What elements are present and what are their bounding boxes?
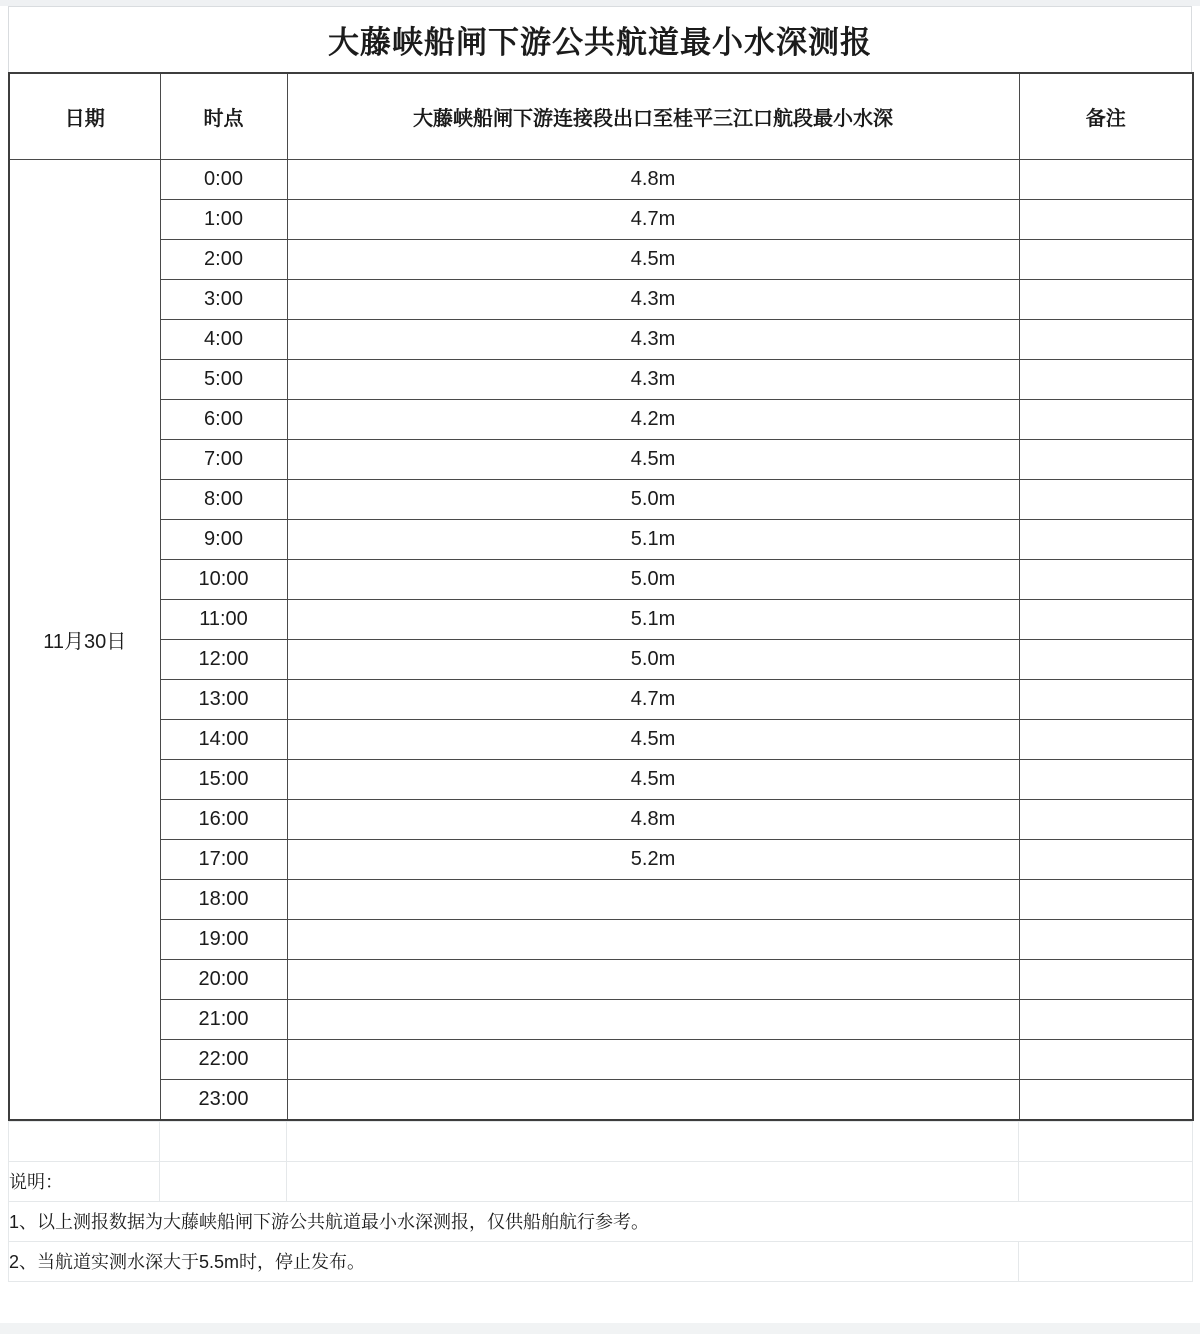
remark-cell (1019, 840, 1193, 880)
remark-cell (1019, 480, 1193, 520)
time-cell: 5:00 (160, 360, 287, 400)
depth-cell (287, 880, 1019, 920)
table-row (9, 760, 1193, 800)
depth-table-body (9, 160, 1193, 1120)
remark-cell (1019, 880, 1193, 920)
note-row (9, 1201, 1193, 1241)
remark-cell (1019, 720, 1193, 760)
time-cell: 6:00 (160, 400, 287, 440)
remark-cell (1019, 1000, 1193, 1040)
depth-cell: 4.8m (287, 160, 1019, 200)
remark-cell (1019, 680, 1193, 720)
note-2: 2、当航道实测水深大于5.5m时，停止发布。 (9, 1241, 1019, 1281)
remark-cell (1019, 400, 1193, 440)
depth-cell (287, 960, 1019, 1000)
table-row (9, 720, 1193, 760)
time-cell: 11:00 (160, 600, 287, 640)
remark-cell (1019, 640, 1193, 680)
remark-cell (1019, 320, 1193, 360)
table-row (9, 640, 1193, 680)
depth-cell (287, 920, 1019, 960)
time-cell: 10:00 (160, 560, 287, 600)
empty-cell (1019, 1241, 1193, 1281)
bottom-gray-band (0, 1323, 1200, 1334)
table-row (9, 1080, 1193, 1120)
header-time: 时点 (160, 73, 287, 160)
time-cell: 12:00 (160, 640, 287, 680)
time-cell: 23:00 (160, 1080, 287, 1120)
depth-cell: 5.0m (287, 480, 1019, 520)
depth-cell (287, 1040, 1019, 1080)
table-row (9, 240, 1193, 280)
time-cell: 13:00 (160, 680, 287, 720)
sheet (8, 6, 1192, 1282)
time-cell: 7:00 (160, 440, 287, 480)
empty-cell (160, 1161, 287, 1201)
remark-cell (1019, 600, 1193, 640)
time-cell: 21:00 (160, 1000, 287, 1040)
note-1: 1、以上测报数据为大藤峡船闸下游公共航道最小水深测报，仅供船舶航行参考。 (9, 1201, 1193, 1241)
time-cell: 0:00 (160, 160, 287, 200)
time-cell: 17:00 (160, 840, 287, 880)
remark-cell (1019, 360, 1193, 400)
time-cell: 2:00 (160, 240, 287, 280)
table-row (9, 840, 1193, 880)
depth-cell: 5.1m (287, 520, 1019, 560)
table-row (9, 440, 1193, 480)
table-row (9, 320, 1193, 360)
header-remark: 备注 (1019, 73, 1193, 160)
depth-cell: 5.1m (287, 600, 1019, 640)
table-row (9, 1000, 1193, 1040)
empty-cell (1019, 1161, 1193, 1201)
depth-cell: 4.2m (287, 400, 1019, 440)
time-cell: 3:00 (160, 280, 287, 320)
remark-cell (1019, 920, 1193, 960)
depth-cell: 4.7m (287, 680, 1019, 720)
note-row (9, 1241, 1193, 1281)
notes-label: 说明： (9, 1161, 160, 1201)
table-row (9, 800, 1193, 840)
table-row (9, 680, 1193, 720)
table-row (9, 880, 1193, 920)
table-row (9, 480, 1193, 520)
empty-cell (9, 1121, 160, 1161)
depth-cell (287, 1080, 1019, 1120)
time-cell: 22:00 (160, 1040, 287, 1080)
remark-cell (1019, 1040, 1193, 1080)
depth-cell: 4.5m (287, 440, 1019, 480)
depth-cell: 4.3m (287, 280, 1019, 320)
time-cell: 8:00 (160, 480, 287, 520)
table-row (9, 360, 1193, 400)
notes-table (8, 1121, 1193, 1282)
depth-cell: 4.5m (287, 240, 1019, 280)
time-cell: 20:00 (160, 960, 287, 1000)
date-cell: 11月30日 (9, 160, 160, 1120)
table-row (9, 520, 1193, 560)
remark-cell (1019, 160, 1193, 200)
depth-cell: 4.8m (287, 800, 1019, 840)
remark-cell (1019, 440, 1193, 480)
table-row (9, 400, 1193, 440)
remark-cell (1019, 760, 1193, 800)
depth-cell: 4.5m (287, 720, 1019, 760)
depth-cell: 5.0m (287, 640, 1019, 680)
time-cell: 15:00 (160, 760, 287, 800)
header-depth: 大藤峡船闸下游连接段出口至桂平三江口航段最小水深 (287, 73, 1019, 160)
depth-cell: 4.5m (287, 760, 1019, 800)
time-cell: 18:00 (160, 880, 287, 920)
header-date: 日期 (9, 73, 160, 160)
depth-cell (287, 1000, 1019, 1040)
table-row (9, 560, 1193, 600)
table-row (9, 200, 1193, 240)
table-row (9, 280, 1193, 320)
empty-cell (287, 1121, 1019, 1161)
empty-row (9, 1121, 1193, 1161)
remark-cell (1019, 520, 1193, 560)
remark-cell (1019, 280, 1193, 320)
time-cell: 16:00 (160, 800, 287, 840)
table-row (9, 920, 1193, 960)
empty-cell (160, 1121, 287, 1161)
depth-cell: 4.3m (287, 320, 1019, 360)
depth-cell: 4.7m (287, 200, 1019, 240)
depth-cell: 5.0m (287, 560, 1019, 600)
notes-label-row (9, 1161, 1193, 1201)
remark-cell (1019, 800, 1193, 840)
table-row (9, 160, 1193, 200)
time-cell: 4:00 (160, 320, 287, 360)
table-row (9, 960, 1193, 1000)
depth-cell: 5.2m (287, 840, 1019, 880)
remark-cell (1019, 1080, 1193, 1120)
empty-cell (287, 1161, 1019, 1201)
table-row (9, 600, 1193, 640)
remark-cell (1019, 200, 1193, 240)
depth-cell: 4.3m (287, 360, 1019, 400)
remark-cell (1019, 960, 1193, 1000)
time-cell: 9:00 (160, 520, 287, 560)
empty-cell (1019, 1121, 1193, 1161)
time-cell: 19:00 (160, 920, 287, 960)
table-row (9, 1040, 1193, 1080)
remark-cell (1019, 560, 1193, 600)
time-cell: 1:00 (160, 200, 287, 240)
header-row (9, 73, 1193, 160)
depth-table (8, 72, 1194, 1121)
remark-cell (1019, 240, 1193, 280)
time-cell: 14:00 (160, 720, 287, 760)
page-title: 大藤峡船闸下游公共航道最小水深测报 (8, 6, 1192, 72)
